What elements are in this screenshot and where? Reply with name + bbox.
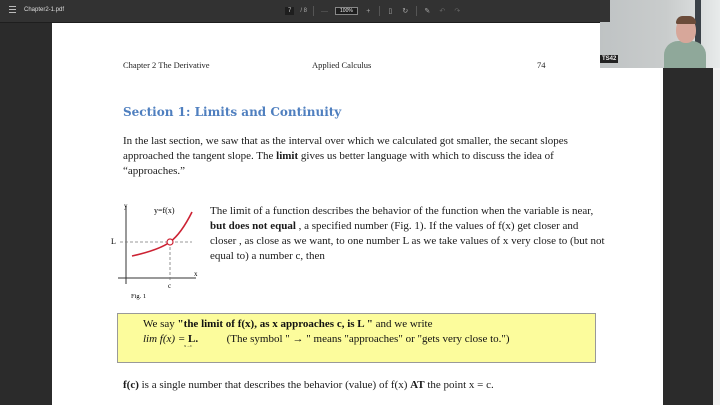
divider (416, 6, 417, 16)
arrow-note: (The symbol " → " means "approaches" or "gets very close to.") (226, 333, 510, 345)
intro-text: In the last section, we saw that as the interval over which we calculated got smaller, the secant slopes approached the tangent slope. The (123, 135, 568, 162)
figure-1 (111, 200, 209, 305)
function-label: y=f(x) (154, 206, 175, 215)
lim-subscript: x→c (184, 343, 192, 348)
header-book-title: Applied Calculus (312, 60, 372, 70)
pdf-page (52, 23, 663, 405)
undo-icon[interactable]: ↶ (439, 8, 446, 15)
presenter-hair (676, 16, 696, 24)
def-bold-quote: "the limit of f(x), as x approaches c, is L " (177, 318, 373, 330)
definition-line-2 (143, 332, 595, 348)
fc-text: the point x = c. (424, 379, 494, 391)
webcam-shadow (600, 0, 610, 22)
definition-line-1 (143, 317, 595, 332)
def-text: and we write (372, 318, 433, 330)
def-text: We say (143, 318, 178, 330)
x-axis-label: x (194, 270, 198, 278)
scrollbar[interactable] (713, 68, 720, 405)
presenter-body (664, 41, 706, 68)
zoom-in-icon[interactable]: + (366, 7, 371, 15)
limit-text: , a specified number (Fig. 1). If the values of f(x) get closer and closer , as close as we want, to one number L as we take values of x very close to (but not equal to) a number c, then (210, 220, 605, 262)
page-total: / 8 (300, 8, 308, 14)
intro-paragraph (123, 134, 598, 179)
redo-icon[interactable]: ↷ (454, 8, 461, 15)
zoom-level-input[interactable]: 100% (335, 7, 358, 15)
lim-value: L. (188, 333, 199, 345)
header-page-number: 74 (537, 60, 546, 70)
limit-graph (114, 200, 209, 305)
limit-L-label: L (111, 237, 116, 246)
page-number-input[interactable]: 7 (285, 7, 294, 15)
lim-expression: lim f(x) = (143, 333, 188, 345)
c-point-label: c (168, 282, 172, 290)
fc-text: is a single number that describes the behavior (value) of f(x) (138, 379, 411, 391)
menu-icon[interactable] (9, 6, 16, 13)
section-title: Section 1: Limits and Continuity (123, 105, 342, 119)
limit-description-paragraph (210, 204, 605, 264)
toolbar-controls (285, 5, 462, 17)
y-axis-label: y (124, 202, 128, 210)
divider (313, 6, 314, 16)
intro-text: gives us better language with which to discuss the idea of “approaches.” (123, 150, 554, 177)
webcam-overlay (600, 0, 720, 68)
fit-page-icon[interactable]: ▯ (388, 8, 393, 15)
divider (379, 6, 380, 16)
header-chapter: Chapter 2 The Derivative (123, 60, 210, 70)
fc-paragraph (123, 378, 603, 393)
draw-icon[interactable]: ✎ (424, 8, 431, 15)
limit-text: The limit of a function describes the behavior of the function when the variable is near, (210, 205, 594, 217)
file-title: Chapter2-1.pdf (24, 7, 65, 13)
webcam-label: TS42 (602, 56, 617, 62)
rotate-icon[interactable]: ↻ (402, 8, 409, 15)
figure-caption: Fig. 1 (131, 293, 147, 300)
fc-bold: f(c) (123, 379, 139, 391)
intro-bold-limit: limit (276, 150, 299, 162)
definition-box (117, 313, 596, 363)
fc-bold-at: AT (410, 379, 425, 391)
zoom-out-button[interactable]: — (321, 7, 329, 15)
limit-bold-text: but does not equal (210, 220, 296, 232)
